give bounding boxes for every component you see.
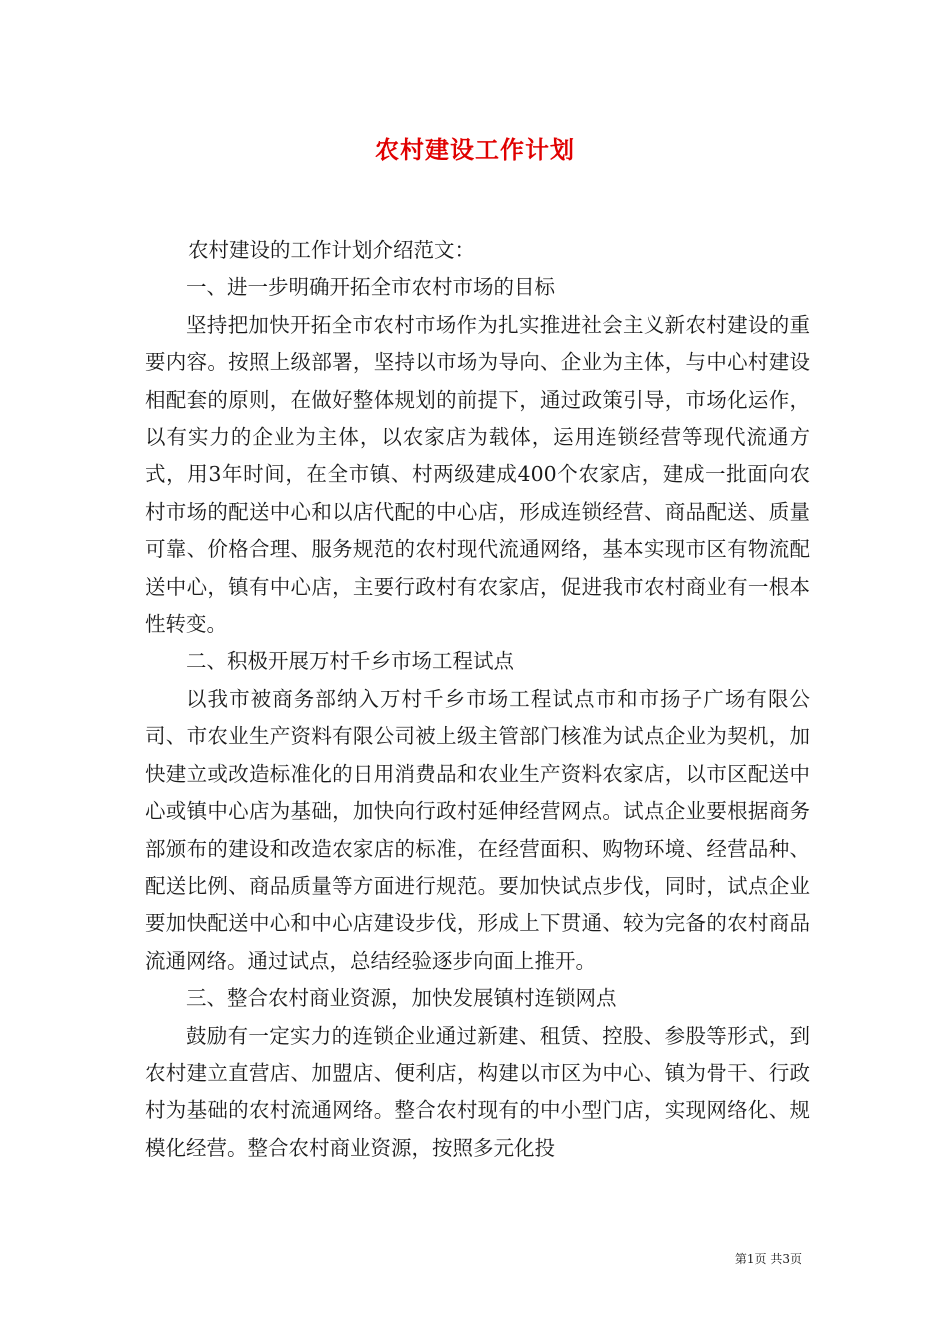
body-paragraph-1: 坚持把加快开拓全市农村市场作为扎实推进社会主义新农村建设的重要内容。按照上级部署，坚持以市场为导向、企业为主体，与中心村建设相配套的原则，在做好整体规划的前提下，通过政策引导，市场化运作，以有实力的企业为主体，以农家店为载体，运用连锁经营等现代流通方式，用3年时间，在全市镇、村两级建成400个农家店，建成一批面向农村市场的配送中心和以店代配的中心店，形成连锁经营、商品配送、质量可靠、价格合理、服务规范的农村现代流通网络，基本实现市区有物流配送中心，镇有中心店，主要行政村有农家店，促进我市农村商业有一根本性转变。	[145, 312, 810, 637]
document-body	[145, 232, 810, 1167]
section-heading-1: 一、进一步明确开拓全市农村市场的目标	[186, 275, 555, 300]
document-title: 农村建设工作计划	[375, 135, 575, 164]
body-paragraph-3: 鼓励有一定实力的连锁企业通过新建、租赁、控股、参股等形式，到农村建立直营店、加盟店、便利店，构建以市区为中心、镇为骨干、行政村为基础的农村流通网络。整合农村现有的中小型门店，实现网络化、规模化经营。整合农村商业资源，按照多元化投	[145, 1023, 810, 1160]
intro-paragraph: 农村建设的工作计划介绍范文：	[188, 238, 475, 262]
section-heading-3: 三、整合农村商业资源，加快发展镇村连锁网点	[186, 986, 617, 1011]
page-number: 第1页 共3页	[734, 1252, 802, 1266]
body-paragraph-2: 以我市被商务部纳入万村千乡市场工程试点市和市扬子广场有限公司、市农业生产资料有限公司被上级主管部门核准为试点企业为契机，加快建立或改造标准化的日用消费品和农业生产资料农家店，以市区配送中心或镇中心店为基础，加快向行政村延伸经营网点。试点企业要根据商务部颁布的建设和改造农家店的标准，在经营面积、购物环境、经营品种、配送比例、商品质量等方面进行规范。要加快试点步伐，同时，试点企业要加快配送中心和中心店建设步伐，形成上下贯通、较为完备的农村商品流通网络。通过试点，总结经验逐步向面上推开。	[145, 686, 810, 973]
section-heading-2: 二、积极开展万村千乡市场工程试点	[186, 649, 514, 674]
